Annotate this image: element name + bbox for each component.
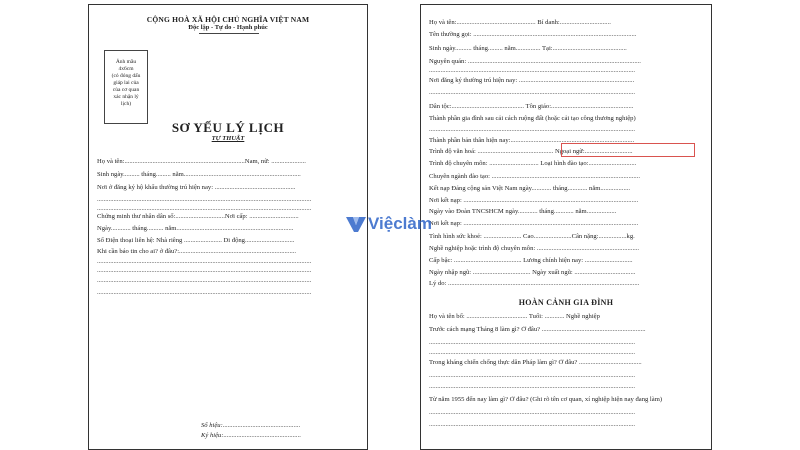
photo-line: xác nhận lý <box>113 94 139 100</box>
sign-id-code: Ký hiệu:............................................... <box>201 432 301 439</box>
photo-placeholder <box>104 50 148 124</box>
photo-line: giáp lai của <box>113 80 139 86</box>
field-id-card: Chứng minh thư nhân dân số:..............................Nơi cấp: .............................. <box>97 213 299 220</box>
field-reason: Lý do: .................................................................................................................... <box>429 280 640 287</box>
field-hometown: Nguyên quán: ......................................................................................................... <box>429 58 641 65</box>
field-blank-line: ............................................................................................................................. <box>429 409 636 416</box>
family-section-title: HOÀN CẢNH GIA ĐÌNH <box>518 298 614 307</box>
field-blank-line: .................................................................................................................................. <box>97 258 312 265</box>
field-blank-line: .................................................................................................................................. <box>97 267 312 274</box>
field-full-name: Họ và tên:.........................................................................Nam, nữ: ..................... <box>97 158 306 165</box>
field-full-name: Họ và tên:................................................ Bí danh:............................... <box>429 19 611 26</box>
field-health: Tình hình sức khoẻ: ....................... Cao.......................Cân nặng:.................kg. <box>429 233 635 240</box>
field-blank-line: ............................................................................................................................. <box>429 339 636 346</box>
field-family-class: Thành phần gia đình sau cải cách ruộng đất (hoặc cải tạo công thương nghiệp) <box>429 115 636 122</box>
field-birth-date: Sinh ngày.......... tháng......... năm....................................................................... <box>97 171 301 178</box>
field-birth-place: Sinh ngày.......... tháng......... năm............... Tại:............................................. <box>429 45 627 52</box>
field-residence: Nơi ở đăng ký hộ khẩu thường trú hiện nay: ................................................. <box>97 184 296 191</box>
field-personal-class: Thành phần bản thân hiện nay:........................................................................... <box>429 137 635 144</box>
header-title: CỘNG HOÀ XÃ HỘI CHỦ NGHĨA VIỆT NAM <box>146 15 310 24</box>
document-title: SƠ YẾU LÝ LỊCH <box>171 120 285 135</box>
field-id-date: Ngày............ tháng.......... năm....................................................................... <box>97 225 294 232</box>
field-blank-line: ............................................................................................................................. <box>429 126 636 133</box>
photo-line: 4x6cm <box>118 66 134 72</box>
field-ethnicity-religion: Dân tộc:............................................ Tôn giáo:.................................................. <box>429 103 634 110</box>
field-party-place: Nơi kết nạp: .......................................................................................................... <box>429 197 639 204</box>
field-specialty: Trình độ chuyên môn: .............................. Loại hình đào tạo:............................. <box>429 160 637 167</box>
field-youth-place: Nơi kết nạp: .......................................................................................................... <box>429 220 639 227</box>
vieclam-logo-icon <box>346 215 366 233</box>
language-highlight <box>561 143 695 157</box>
field-emergency-contact: Khi cần báo tin cho ai? ở đâu?:....................................................................... <box>97 248 297 255</box>
field-occupation: Nghề nghiệp hoặc trình độ chuyên môn: .............................................................. <box>429 245 640 252</box>
field-common-name: Tên thường gọi: ................................................................................................... <box>429 31 637 38</box>
watermark-text: Việclàm <box>368 214 432 233</box>
vieclam-watermark <box>346 214 432 234</box>
field-blank-line: ............................................................................................................................. <box>429 372 636 379</box>
field-blank-line: ............................................................................................................................. <box>429 89 636 96</box>
field-blank-line: .................................................................................................................................. <box>97 289 312 296</box>
photo-line: Ảnh mầu <box>115 59 137 65</box>
field-father-name: Họ và tên bố: ..................................... Tuổi: ............ Nghề nghiệp <box>429 313 600 320</box>
document-subtitle: TỰ THUẬT <box>211 135 245 142</box>
field-blank-line: ............................................................................................................................. <box>429 349 636 356</box>
field-blank-line: ............................................................................................................................. <box>429 383 636 390</box>
field-phone: Số Điện thoại liên hệ: Nhà riêng ....................... Di động.............................. <box>97 237 295 244</box>
left-page <box>88 4 368 450</box>
sign-id-number: Số hiệu:............................................... <box>201 422 301 429</box>
field-since-1955: Từ năm 1955 đến nay làm gì? Ở đâu? (Ghi rõ tên cơ quan, xí nghiệp hiện nay đang làm) <box>429 396 663 403</box>
field-education-language: Trình độ văn hoá: .............................................. Ngoại ngữ:............................. <box>429 148 633 155</box>
field-rank-salary: Cấp bậc: ......................................... Lương chính hiện nay: ............................. <box>429 257 633 264</box>
field-blank-line: .................................................................................................................................. <box>97 205 312 212</box>
header-subtitle: Độc lập - Tự do - Hạnh phúc <box>188 24 268 31</box>
field-major: Chuyên ngành đào tạo: .......................................................................................... <box>429 173 640 180</box>
photo-line: (có đóng dấu <box>111 73 141 79</box>
field-blank-line: .................................................................................................................................. <box>97 277 312 284</box>
field-blank-line: ............................................................................................................................. <box>429 67 636 74</box>
field-blank-line: ............................................................................................................................. <box>429 421 636 428</box>
field-military-dates: Ngày nhập ngũ: ................................... Ngày xuất ngũ: ..................................... <box>429 269 636 276</box>
field-blank-line: .................................................................................................................................. <box>97 196 312 203</box>
right-page <box>420 4 712 450</box>
photo-line: lịch) <box>120 101 132 107</box>
field-before-revolution: Trước cách mạng Tháng 8 làm gì? Ở đâu? ............................................................... <box>429 326 646 333</box>
photo-line: của cơ quan <box>112 87 140 93</box>
field-residence: Nơi đăng ký thường trú hiện nay: ...................................................................... <box>429 77 635 84</box>
field-youth-union: Ngày vào Đoàn TNCSHCM ngày............ tháng............ năm.................. <box>429 208 617 215</box>
field-resistance-war: Trong kháng chiến chống thực dân Pháp làm gì? Ở đâu? ...................................... <box>429 359 642 366</box>
header-divider <box>199 33 259 34</box>
field-party-join: Kết nạp Đảng cộng sản Việt Nam ngày............ tháng............ năm.................. <box>429 185 631 192</box>
